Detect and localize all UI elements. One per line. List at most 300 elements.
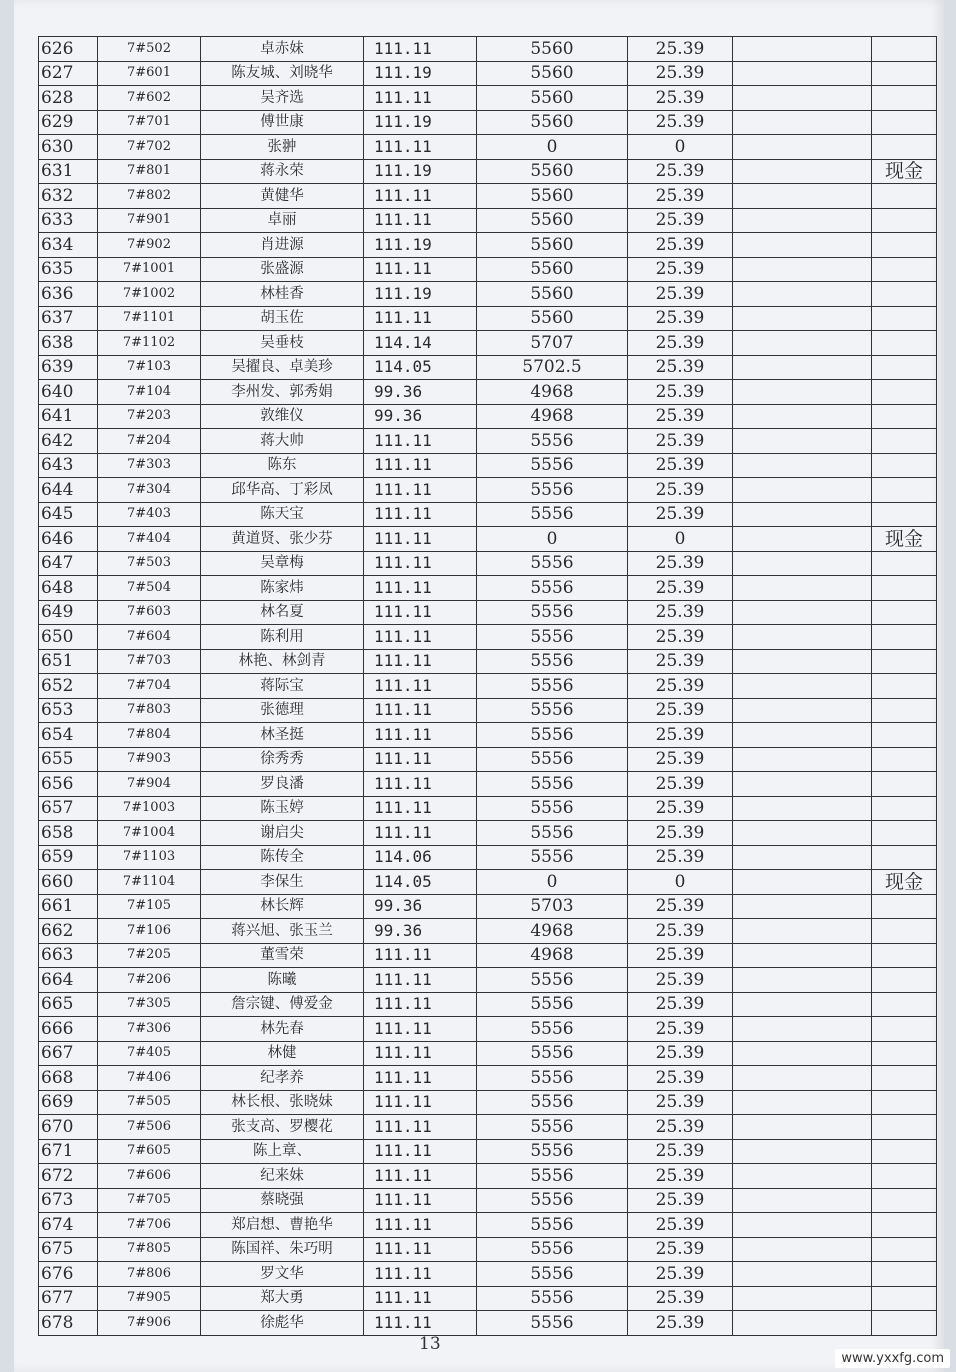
owner-name: 董雪荣 (201, 943, 364, 968)
room-number: 7#701 (98, 110, 201, 135)
owner-name: 肖进源 (201, 233, 364, 258)
area-value: 114.05 (364, 870, 477, 895)
amount-value: 5556 (477, 600, 628, 625)
rate-value: 25.39 (628, 404, 733, 429)
payment-note (872, 576, 937, 601)
blank-cell (733, 821, 872, 846)
rate-value: 25.39 (628, 747, 733, 772)
blank-cell (733, 233, 872, 258)
rate-value: 25.39 (628, 1262, 733, 1287)
row-number: 631 (39, 159, 98, 184)
owner-name: 张德理 (201, 698, 364, 723)
row-number: 650 (39, 625, 98, 650)
area-value: 111.11 (364, 478, 477, 503)
rate-value: 25.39 (628, 355, 733, 380)
owner-name: 林名夏 (201, 600, 364, 625)
owner-name: 谢启尖 (201, 821, 364, 846)
room-number: 7#206 (98, 968, 201, 993)
amount-value: 5556 (477, 1139, 628, 1164)
owner-name: 傅世康 (201, 110, 364, 135)
table-row (39, 796, 937, 821)
owner-name: 詹宗键、傅爱金 (201, 992, 364, 1017)
rate-value: 25.39 (628, 233, 733, 258)
area-value: 111.11 (364, 943, 477, 968)
owner-name: 徐彪华 (201, 1311, 364, 1336)
area-value: 111.11 (364, 1164, 477, 1189)
payment-note: 现金 (872, 527, 937, 552)
rate-value: 25.39 (628, 257, 733, 282)
room-number: 7#902 (98, 233, 201, 258)
rate-value: 25.39 (628, 674, 733, 699)
rate-value: 25.39 (628, 600, 733, 625)
rate-value: 25.39 (628, 380, 733, 405)
area-value: 111.11 (364, 429, 477, 454)
amount-value: 5556 (477, 1262, 628, 1287)
row-number: 643 (39, 453, 98, 478)
amount-value: 5560 (477, 233, 628, 258)
area-value: 111.11 (364, 37, 477, 62)
blank-cell (733, 1139, 872, 1164)
payment-note (872, 1286, 937, 1311)
amount-value: 5556 (477, 429, 628, 454)
blank-cell (733, 919, 872, 944)
owner-name: 陈传全 (201, 845, 364, 870)
table-row (39, 159, 937, 184)
amount-value: 5556 (477, 1017, 628, 1042)
document-page (14, 0, 944, 1372)
owner-name: 敦维仪 (201, 404, 364, 429)
blank-cell (733, 698, 872, 723)
blank-cell (733, 208, 872, 233)
payment-note (872, 551, 937, 576)
payment-note (872, 600, 937, 625)
area-value: 111.11 (364, 1041, 477, 1066)
rate-value: 25.39 (628, 772, 733, 797)
row-number: 642 (39, 429, 98, 454)
blank-cell (733, 135, 872, 160)
payment-note (872, 1066, 937, 1091)
room-number: 7#1102 (98, 331, 201, 356)
row-number: 663 (39, 943, 98, 968)
row-number: 662 (39, 919, 98, 944)
row-number: 672 (39, 1164, 98, 1189)
table-row (39, 429, 937, 454)
rate-value: 25.39 (628, 1311, 733, 1336)
table-row (39, 331, 937, 356)
owner-name: 陈上章、 (201, 1139, 364, 1164)
row-number: 639 (39, 355, 98, 380)
table-row (39, 1286, 937, 1311)
payment-note (872, 478, 937, 503)
owner-name: 吴垂枝 (201, 331, 364, 356)
room-number: 7#404 (98, 527, 201, 552)
payment-note (872, 821, 937, 846)
blank-cell (733, 1164, 872, 1189)
payment-note (872, 772, 937, 797)
row-number: 658 (39, 821, 98, 846)
row-number: 630 (39, 135, 98, 160)
area-value: 111.11 (364, 1066, 477, 1091)
room-number: 7#705 (98, 1188, 201, 1213)
blank-cell (733, 159, 872, 184)
owner-name: 陈玉婷 (201, 796, 364, 821)
room-number: 7#801 (98, 159, 201, 184)
owner-name: 纪孝养 (201, 1066, 364, 1091)
row-number: 648 (39, 576, 98, 601)
area-value: 111.11 (364, 551, 477, 576)
row-number: 677 (39, 1286, 98, 1311)
row-number: 673 (39, 1188, 98, 1213)
room-number: 7#405 (98, 1041, 201, 1066)
row-number: 638 (39, 331, 98, 356)
payment-note (872, 86, 937, 111)
blank-cell (733, 380, 872, 405)
room-number: 7#403 (98, 502, 201, 527)
row-number: 670 (39, 1115, 98, 1140)
blank-cell (733, 1066, 872, 1091)
rate-value: 25.39 (628, 208, 733, 233)
owner-name: 郑启想、曹艳华 (201, 1213, 364, 1238)
payment-note (872, 894, 937, 919)
table-row (39, 649, 937, 674)
area-value: 111.11 (364, 772, 477, 797)
area-value: 111.11 (364, 1237, 477, 1262)
area-value: 111.11 (364, 968, 477, 993)
room-number: 7#804 (98, 723, 201, 748)
payment-note (872, 1139, 937, 1164)
row-number: 652 (39, 674, 98, 699)
table-row (39, 135, 937, 160)
payment-note (872, 37, 937, 62)
owner-name: 蒋兴旭、张玉兰 (201, 919, 364, 944)
area-value: 111.11 (364, 1262, 477, 1287)
row-number: 661 (39, 894, 98, 919)
area-value: 111.11 (364, 86, 477, 111)
payment-note (872, 1262, 937, 1287)
amount-value: 5556 (477, 747, 628, 772)
rate-value: 25.39 (628, 184, 733, 209)
area-value: 114.14 (364, 331, 477, 356)
payment-note (872, 845, 937, 870)
area-value: 111.11 (364, 600, 477, 625)
payment-ledger-table (38, 36, 937, 1336)
table-row (39, 1237, 937, 1262)
row-number: 629 (39, 110, 98, 135)
area-value: 111.11 (364, 674, 477, 699)
payment-note (872, 208, 937, 233)
rate-value: 25.39 (628, 1188, 733, 1213)
payment-note (872, 257, 937, 282)
rate-value: 25.39 (628, 1164, 733, 1189)
table-row (39, 478, 937, 503)
blank-cell (733, 796, 872, 821)
rate-value: 25.39 (628, 1139, 733, 1164)
rate-value: 25.39 (628, 1237, 733, 1262)
amount-value: 4968 (477, 380, 628, 405)
payment-note (872, 110, 937, 135)
owner-name: 陈东 (201, 453, 364, 478)
row-number: 640 (39, 380, 98, 405)
owner-name: 张盛源 (201, 257, 364, 282)
payment-note (872, 61, 937, 86)
rate-value: 25.39 (628, 649, 733, 674)
owner-name: 林圣挺 (201, 723, 364, 748)
rate-value: 25.39 (628, 306, 733, 331)
table-row (39, 404, 937, 429)
payment-note (872, 796, 937, 821)
blank-cell (733, 723, 872, 748)
table-row (39, 1188, 937, 1213)
owner-name: 陈曦 (201, 968, 364, 993)
amount-value: 5702.5 (477, 355, 628, 380)
rate-value: 25.39 (628, 723, 733, 748)
table-row (39, 551, 937, 576)
room-number: 7#106 (98, 919, 201, 944)
rate-value: 25.39 (628, 845, 733, 870)
owner-name: 郑大勇 (201, 1286, 364, 1311)
amount-value: 5556 (477, 1311, 628, 1336)
area-value: 114.05 (364, 355, 477, 380)
room-number: 7#406 (98, 1066, 201, 1091)
room-number: 7#105 (98, 894, 201, 919)
table-row (39, 698, 937, 723)
owner-name: 林先春 (201, 1017, 364, 1042)
blank-cell (733, 943, 872, 968)
area-value: 111.11 (364, 576, 477, 601)
rate-value: 25.39 (628, 110, 733, 135)
area-value: 111.11 (364, 1213, 477, 1238)
amount-value: 0 (477, 870, 628, 895)
row-number: 634 (39, 233, 98, 258)
area-value: 111.11 (364, 184, 477, 209)
owner-name: 蒋永荣 (201, 159, 364, 184)
blank-cell (733, 649, 872, 674)
amount-value: 5707 (477, 331, 628, 356)
rate-value: 25.39 (628, 796, 733, 821)
row-number: 675 (39, 1237, 98, 1262)
blank-cell (733, 600, 872, 625)
rate-value: 25.39 (628, 943, 733, 968)
row-number: 664 (39, 968, 98, 993)
amount-value: 5560 (477, 37, 628, 62)
owner-name: 罗文华 (201, 1262, 364, 1287)
row-number: 678 (39, 1311, 98, 1336)
rate-value: 25.39 (628, 1213, 733, 1238)
amount-value: 5560 (477, 159, 628, 184)
room-number: 7#601 (98, 61, 201, 86)
site-watermark[interactable]: www.yxxfg.com (835, 1349, 950, 1368)
area-value: 111.11 (364, 208, 477, 233)
room-number: 7#306 (98, 1017, 201, 1042)
amount-value: 5556 (477, 1041, 628, 1066)
row-number: 646 (39, 527, 98, 552)
row-number: 636 (39, 282, 98, 307)
payment-note (872, 1041, 937, 1066)
blank-cell (733, 282, 872, 307)
area-value: 111.19 (364, 61, 477, 86)
blank-cell (733, 527, 872, 552)
blank-cell (733, 61, 872, 86)
room-number: 7#702 (98, 135, 201, 160)
table-row (39, 502, 937, 527)
room-number: 7#504 (98, 576, 201, 601)
rate-value: 25.39 (628, 331, 733, 356)
payment-note (872, 1090, 937, 1115)
amount-value: 5560 (477, 110, 628, 135)
owner-name: 蔡晓强 (201, 1188, 364, 1213)
owner-name: 徐秀秀 (201, 747, 364, 772)
rate-value: 25.39 (628, 551, 733, 576)
payment-note (872, 404, 937, 429)
blank-cell (733, 184, 872, 209)
amount-value: 5556 (477, 649, 628, 674)
area-value: 111.19 (364, 159, 477, 184)
payment-note (872, 429, 937, 454)
owner-name: 纪来妹 (201, 1164, 364, 1189)
room-number: 7#704 (98, 674, 201, 699)
room-number: 7#1003 (98, 796, 201, 821)
amount-value: 5560 (477, 184, 628, 209)
rate-value: 25.39 (628, 37, 733, 62)
room-number: 7#305 (98, 992, 201, 1017)
rate-value: 25.39 (628, 1017, 733, 1042)
owner-name: 黄道贤、张少芬 (201, 527, 364, 552)
rate-value: 25.39 (628, 61, 733, 86)
row-number: 633 (39, 208, 98, 233)
row-number: 653 (39, 698, 98, 723)
owner-name: 陈利用 (201, 625, 364, 650)
room-number: 7#903 (98, 747, 201, 772)
row-number: 667 (39, 1041, 98, 1066)
area-value: 99.36 (364, 404, 477, 429)
blank-cell (733, 331, 872, 356)
area-value: 111.11 (364, 1311, 477, 1336)
rate-value: 25.39 (628, 1115, 733, 1140)
table-row (39, 845, 937, 870)
area-value: 111.11 (364, 257, 477, 282)
blank-cell (733, 992, 872, 1017)
payment-note (872, 184, 937, 209)
blank-cell (733, 674, 872, 699)
table-row (39, 747, 937, 772)
table-row (39, 1041, 937, 1066)
amount-value: 5560 (477, 208, 628, 233)
rate-value: 25.39 (628, 821, 733, 846)
row-number: 660 (39, 870, 98, 895)
room-number: 7#1001 (98, 257, 201, 282)
blank-cell (733, 453, 872, 478)
room-number: 7#1004 (98, 821, 201, 846)
area-value: 111.11 (364, 1017, 477, 1042)
row-number: 647 (39, 551, 98, 576)
amount-value: 5556 (477, 992, 628, 1017)
table-row (39, 919, 937, 944)
row-number: 657 (39, 796, 98, 821)
payment-note (872, 1213, 937, 1238)
owner-name: 邱华高、丁彩凤 (201, 478, 364, 503)
row-number: 669 (39, 1090, 98, 1115)
row-number: 626 (39, 37, 98, 62)
blank-cell (733, 845, 872, 870)
owner-name: 张翀 (201, 135, 364, 160)
table-row (39, 1090, 937, 1115)
amount-value: 4968 (477, 919, 628, 944)
amount-value: 5560 (477, 61, 628, 86)
ledger-body (39, 37, 937, 1336)
table-row (39, 37, 937, 62)
row-number: 644 (39, 478, 98, 503)
blank-cell (733, 110, 872, 135)
room-number: 7#505 (98, 1090, 201, 1115)
row-number: 674 (39, 1213, 98, 1238)
amount-value: 5556 (477, 772, 628, 797)
area-value: 111.11 (364, 992, 477, 1017)
blank-cell (733, 747, 872, 772)
payment-note (872, 331, 937, 356)
area-value: 111.11 (364, 698, 477, 723)
payment-note (872, 233, 937, 258)
owner-name: 陈天宝 (201, 502, 364, 527)
owner-name: 林长辉 (201, 894, 364, 919)
amount-value: 5560 (477, 306, 628, 331)
owner-name: 陈友城、刘晓华 (201, 61, 364, 86)
row-number: 665 (39, 992, 98, 1017)
payment-note (872, 698, 937, 723)
room-number: 7#703 (98, 649, 201, 674)
row-number: 628 (39, 86, 98, 111)
amount-value: 5556 (477, 1090, 628, 1115)
row-number: 627 (39, 61, 98, 86)
payment-note (872, 943, 937, 968)
amount-value: 5560 (477, 282, 628, 307)
blank-cell (733, 576, 872, 601)
payment-note (872, 502, 937, 527)
row-number: 676 (39, 1262, 98, 1287)
payment-note (872, 1115, 937, 1140)
room-number: 7#1103 (98, 845, 201, 870)
owner-name: 林桂香 (201, 282, 364, 307)
row-number: 666 (39, 1017, 98, 1042)
payment-note (872, 992, 937, 1017)
rate-value: 25.39 (628, 919, 733, 944)
table-row (39, 380, 937, 405)
table-row (39, 821, 937, 846)
amount-value: 5556 (477, 1286, 628, 1311)
owner-name: 蒋大帅 (201, 429, 364, 454)
payment-note (872, 1188, 937, 1213)
area-value: 111.11 (364, 625, 477, 650)
owner-name: 林艳、林剑青 (201, 649, 364, 674)
room-number: 7#103 (98, 355, 201, 380)
blank-cell (733, 625, 872, 650)
owner-name: 李州发、郭秀娟 (201, 380, 364, 405)
table-row (39, 1311, 937, 1336)
room-number: 7#603 (98, 600, 201, 625)
room-number: 7#802 (98, 184, 201, 209)
room-number: 7#1002 (98, 282, 201, 307)
area-value: 111.11 (364, 1286, 477, 1311)
table-row (39, 600, 937, 625)
amount-value: 5556 (477, 1237, 628, 1262)
rate-value: 25.39 (628, 1090, 733, 1115)
owner-name: 林健 (201, 1041, 364, 1066)
owner-name: 陈家炜 (201, 576, 364, 601)
rate-value: 25.39 (628, 1041, 733, 1066)
rate-value: 25.39 (628, 1286, 733, 1311)
area-value: 111.11 (364, 527, 477, 552)
table-row (39, 1139, 937, 1164)
amount-value: 5556 (477, 1066, 628, 1091)
